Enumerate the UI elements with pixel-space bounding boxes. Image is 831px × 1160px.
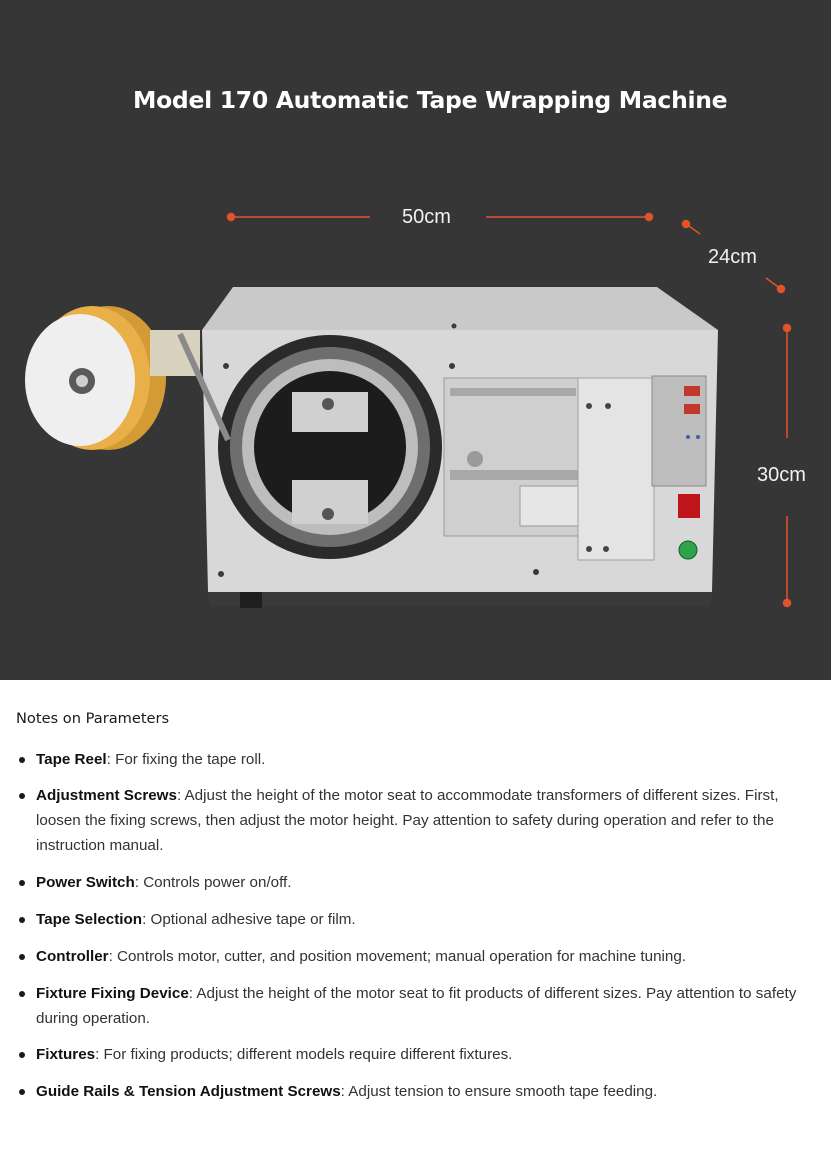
note-text: : Adjust the height of the motor seat to fit products of different sizes. Pay attention to safety during operation. xyxy=(36,985,797,1027)
start-button xyxy=(679,541,697,559)
note-name: Fixture Fixing Device xyxy=(36,985,189,1002)
list-item-guide-rails xyxy=(36,1079,821,1104)
note-text: : Controls motor, cutter, and position movement; manual operation for machine tuning. xyxy=(108,948,687,965)
note-name: Power Switch xyxy=(36,874,135,891)
note-text: : Controls power on/off. xyxy=(134,874,292,891)
controller-panel xyxy=(652,376,706,486)
note-name: Tape Reel xyxy=(36,751,107,768)
note-name: Controller xyxy=(36,948,109,965)
list-item-controller xyxy=(36,944,821,969)
note-text: : For fixing products; different models require different fixtures. xyxy=(95,1046,513,1063)
note-name: Guide Rails & Tension Adjustment Screws xyxy=(36,1083,341,1100)
width-dimension-label: 50cm xyxy=(402,206,451,228)
note-text: : Adjust the height of the motor seat to accommodate transformers of different sizes. First, loosen the fixing screws, then adjust the motor height. Pay attention to safety during operation and refer to the instruction manual. xyxy=(36,787,779,854)
list-item-adjustment-screws xyxy=(36,783,821,858)
list-item-fixtures xyxy=(36,1042,821,1067)
note-text: : Optional adhesive tape or film. xyxy=(142,911,356,928)
guide-rail-assembly xyxy=(444,378,654,560)
height-dimension-label: 30cm xyxy=(757,464,806,486)
tape-reel xyxy=(25,306,228,450)
list-item-tape-selection xyxy=(36,907,821,932)
list-item-power-switch xyxy=(36,870,821,895)
note-name: Fixtures xyxy=(36,1046,96,1063)
note-name: Adjustment Screws xyxy=(36,787,177,804)
note-name: Tape Selection xyxy=(36,911,143,928)
list-item-fixture-fixing-device xyxy=(36,981,821,1031)
note-text: : For fixing the tape roll. xyxy=(106,751,266,768)
power-switch xyxy=(678,494,700,518)
list-item-tape-reel xyxy=(36,747,821,772)
notes-heading: Notes on Parameters xyxy=(16,710,170,727)
wrapping-disc xyxy=(218,335,442,559)
note-text: : Adjust tension to ensure smooth tape feeding. xyxy=(340,1083,658,1100)
depth-dimension-label: 24cm xyxy=(708,246,757,268)
page-title: Model 170 Automatic Tape Wrapping Machine xyxy=(133,86,728,114)
